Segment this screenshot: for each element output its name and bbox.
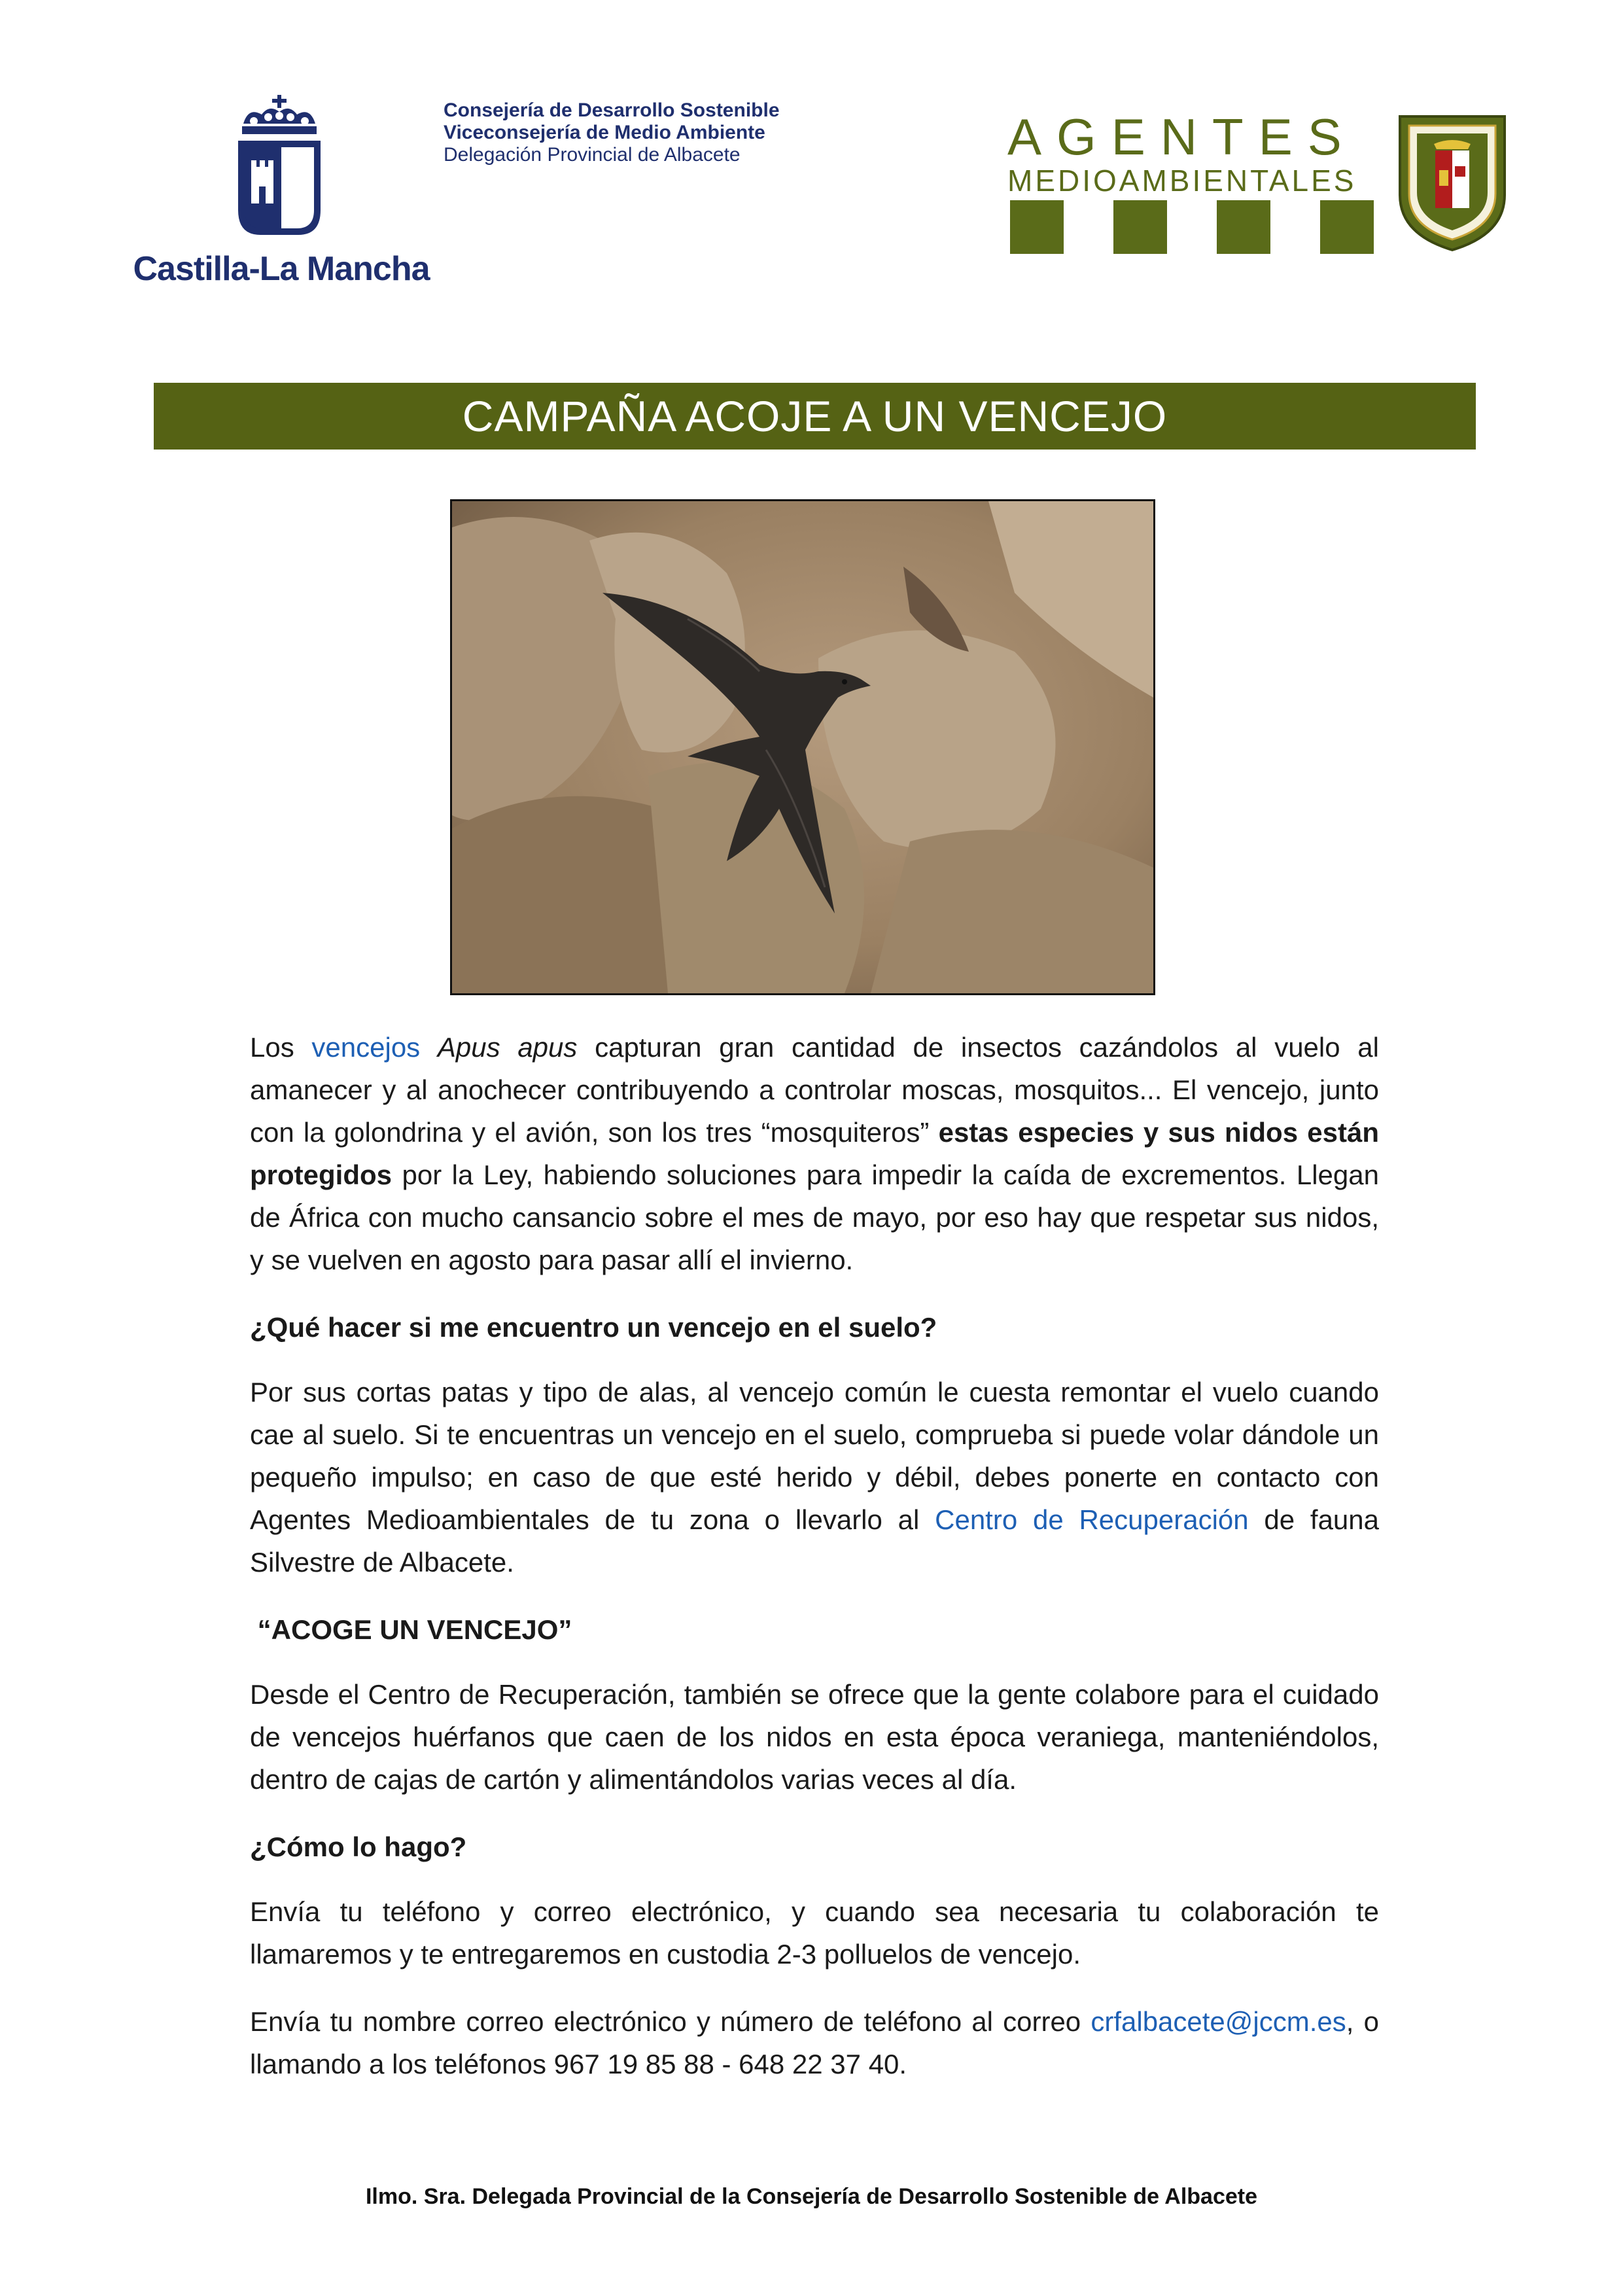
text-span: Por sus cortas patas y tipo de alas, al vencejo común le cuesta remontar el vuelo cuando cae al suelo. Si te encuentras un vencejo en el suelo, comprueba si puede volar dándole un pequeño impulso; en caso de que esté herido y débil, debes ponerte en contacto con Agentes Medioambientales de tu zona o llevarlo al bbox=[250, 1377, 1379, 1535]
swift-photo bbox=[450, 499, 1155, 995]
text-span: capturan gran cantidad de insectos cazándolos al vuelo al amanecer y al anochecer contribuyendo a controlar moscas, mosquitos... El vencejo, junto con la golondrina y el avión, son los tres “mosquiteros” bbox=[250, 1032, 1379, 1148]
square-3 bbox=[1217, 200, 1270, 254]
square-2 bbox=[1113, 200, 1167, 254]
centro-recuperacion-link[interactable]: Centro de Recuperación bbox=[935, 1504, 1249, 1535]
crown-shield-icon bbox=[236, 95, 327, 239]
square-4 bbox=[1320, 200, 1374, 254]
text-span: , o llamando a los teléfonos 967 19 85 88 - 648 22 37 40. bbox=[250, 2006, 1379, 2079]
square-1 bbox=[1010, 200, 1064, 254]
heading-how: ¿Cómo lo hago? bbox=[250, 1831, 467, 1862]
text-span: por la Ley, habiendo soluciones para impedir la caída de excrementos. Llegan de África con mucho cansancio sobre el mes de mayo, por eso hay que respetar sus nidos, y se vuelven en agosto para pasar allí el invierno. bbox=[250, 1159, 1379, 1275]
text-span: Los bbox=[250, 1032, 312, 1063]
agentes-medioambientales-logo bbox=[1007, 108, 1387, 258]
body-content bbox=[250, 1026, 1379, 2110]
dept-line-3: Delegación Provincial de Albacete bbox=[444, 144, 741, 166]
dept-line-1: Consejería de Desarrollo Sostenible bbox=[444, 99, 780, 121]
dept-line-2: Viceconsejería de Medio Ambiente bbox=[444, 122, 765, 143]
vencejos-link[interactable]: vencejos bbox=[311, 1032, 421, 1063]
protected-emphasis: estas especies y sus nidos están protegidos bbox=[250, 1117, 1379, 1190]
logo-wordmark: Castilla-La Mancha bbox=[133, 250, 430, 288]
agentes-title: AGENTES bbox=[1007, 108, 1357, 166]
agentes-badge-icon bbox=[1393, 110, 1511, 257]
email-link[interactable]: crfalbacete@jccm.es bbox=[1091, 2006, 1346, 2037]
paragraph-intro bbox=[250, 1026, 1379, 1281]
swift-on-rock-image bbox=[452, 501, 1153, 993]
text-span: Envía tu nombre correo electrónico y número de teléfono al correo bbox=[250, 2006, 1091, 2037]
castilla-la-mancha-logo bbox=[131, 95, 432, 298]
campaign-title-band bbox=[154, 383, 1476, 450]
paragraph-send-phone: Envía tu teléfono y correo electrónico, y cuando sea necesaria tu colaboración te llamaremos y te entregaremos en custodia 2-3 polluelos de vencejo. bbox=[250, 1896, 1379, 1969]
scientific-name: Apus apus bbox=[437, 1032, 578, 1063]
agentes-subtitle: MEDIOAMBIENTALES bbox=[1007, 164, 1357, 198]
text-span: de fauna Silvestre de Albacete. bbox=[250, 1504, 1379, 1578]
heading-what-to-do: ¿Qué hacer si me encuentro un vencejo en el suelo? bbox=[250, 1312, 937, 1343]
paragraph-centro: Desde el Centro de Recuperación, también se ofrece que la gente colabore para el cuidado de vencejos huérfanos que caen de los nidos en esta época veraniega, manteniéndolos, dentro de cajas de cartón y alimentándolos varias veces al día. bbox=[250, 1679, 1379, 1795]
page-title: CAMPAÑA ACOJE A UN VENCEJO bbox=[462, 392, 1168, 440]
heading-acoge: “ACOGE UN VENCEJO” bbox=[250, 1614, 572, 1645]
agentes-squares bbox=[1010, 200, 1376, 254]
paragraph-ground bbox=[250, 1371, 1379, 1583]
department-block bbox=[444, 99, 780, 166]
paragraph-contact bbox=[250, 2000, 1379, 2085]
footer-signature: Ilmo. Sra. Delegada Provincial de la Consejería de Desarrollo Sostenible de Albacete bbox=[365, 2184, 1257, 2209]
